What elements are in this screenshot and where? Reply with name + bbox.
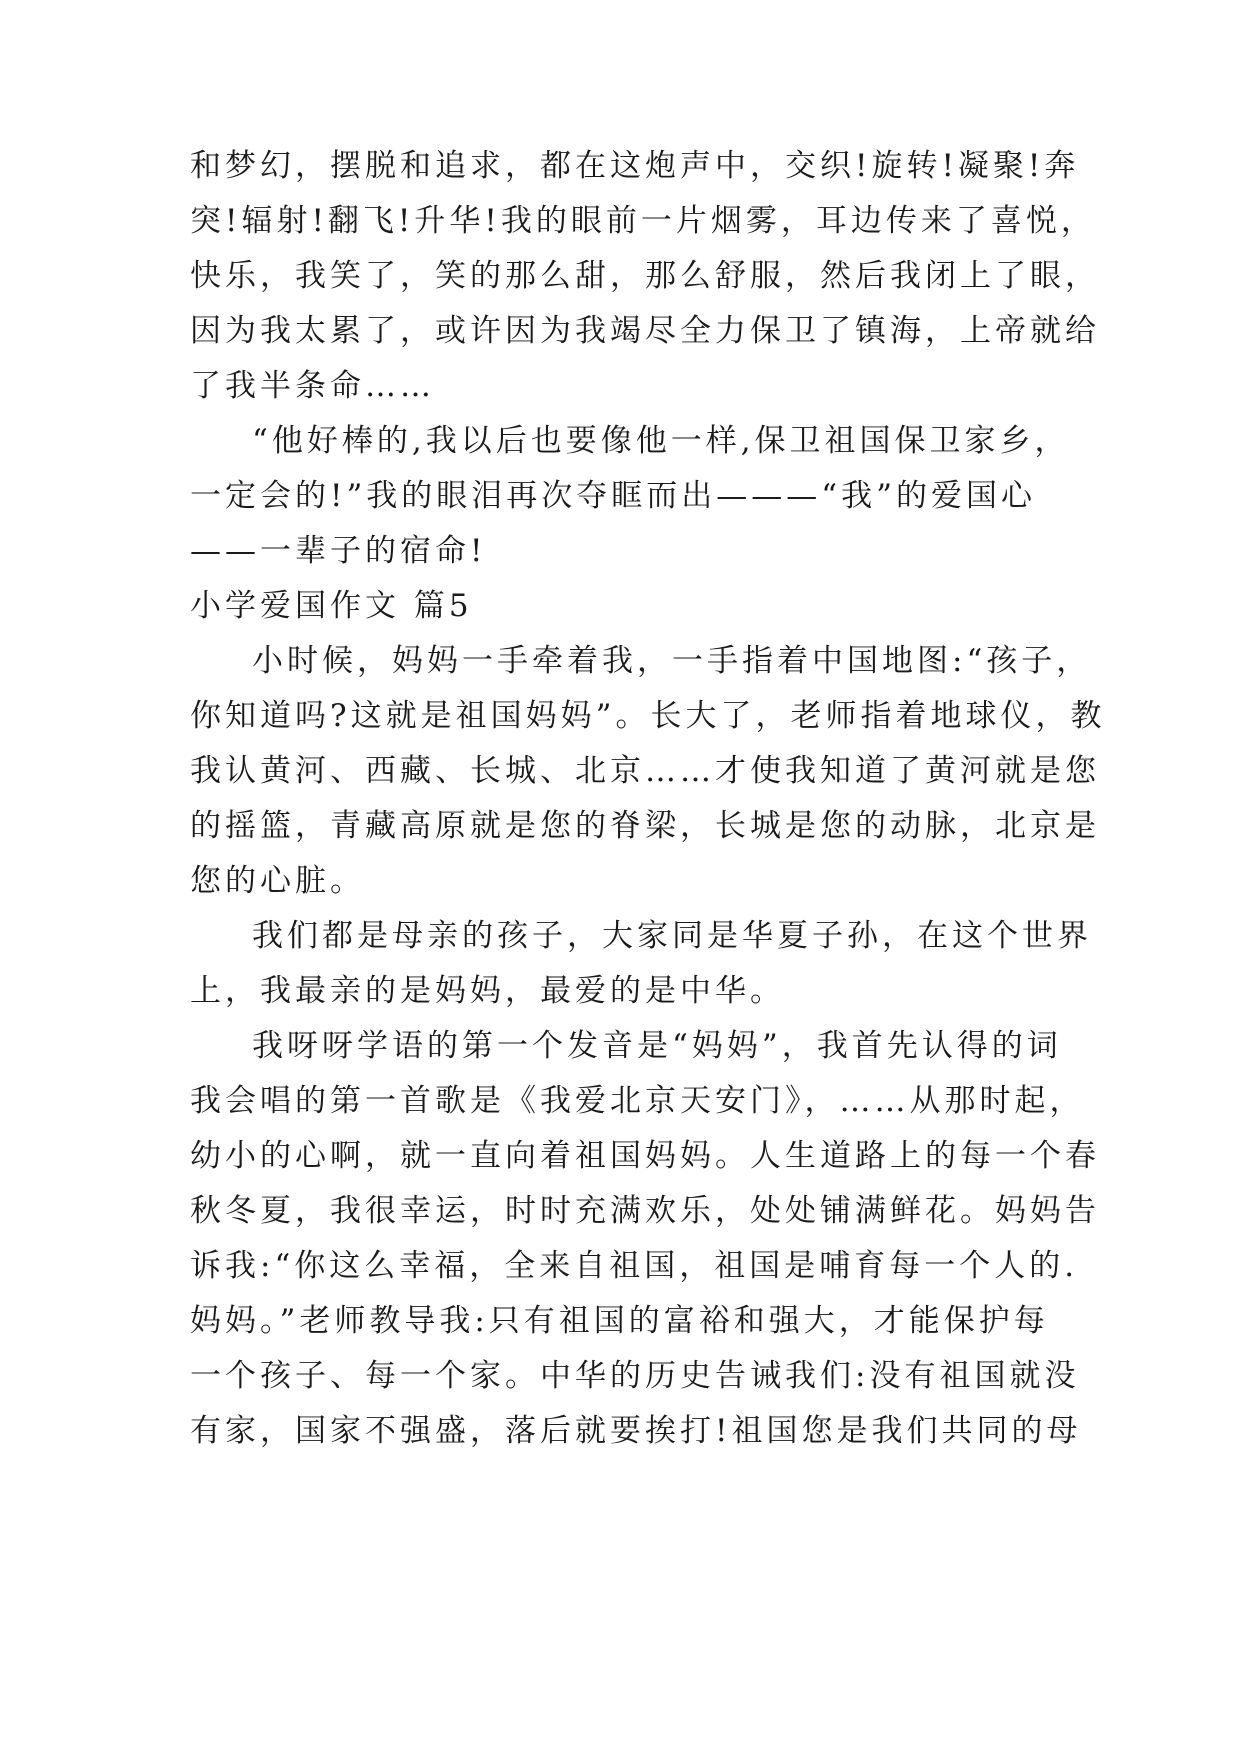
text-line: 快乐，我笑了，笑的那么甜，那么舒服，然后我闭上了眼， — [190, 258, 1100, 294]
text-line: 诉我:“你这么幸福，全来自祖国，祖国是哺育每一个人的. — [190, 1248, 1079, 1284]
text-line: 秋冬夏，我很幸运，时时充满欢乐，处处铺满鲜花。妈妈告 — [190, 1193, 1100, 1229]
text-line: ——一辈子的宿命! — [190, 533, 487, 569]
text-line: 的摇篮，青藏高原就是您的脊梁，长城是您的动脉，北京是 — [190, 808, 1100, 844]
text-line: 突!辐射!翻飞!升华!我的眼前一片烟雾，耳边传来了喜悦， — [190, 203, 1096, 239]
text-line: 幼小的心啊，就一直向着祖国妈妈。人生道路上的每一个春 — [190, 1138, 1100, 1174]
text-line: 一定会的!”我的眼泪再次夺眶而出———“我”的爱国心 — [190, 478, 1036, 514]
text-line: 我会唱的第一首歌是《我爱北京天安门》，……从那时起， — [190, 1083, 1085, 1119]
text-line: 您的心脏。 — [190, 863, 365, 899]
text-line: 因为我太累了，或许因为我竭尽全力保卫了镇海，上帝就给 — [190, 313, 1100, 349]
text-line: 一个孩子、每一个家。中华的历史告诫我们:没有祖国就没 — [190, 1358, 1080, 1394]
text-line: 和梦幻，摆脱和追求，都在这炮声中，交织!旋转!凝聚!奔 — [190, 148, 1080, 184]
text-line: 了我半条命…… — [190, 368, 435, 404]
text-line: 有家，国家不强盛，落后就要挨打!祖国您是我们共同的母 — [190, 1413, 1082, 1449]
text-line: 你知道吗?这就是祖国妈妈”。长大了，老师指着地球仪，教 — [190, 698, 1106, 734]
text-line: “他好棒的,我以后也要像他一样,保卫祖国保卫家乡， — [252, 423, 1070, 459]
text-line: 妈妈。”老师教导我:只有祖国的富裕和强大，才能保护每 — [190, 1303, 1049, 1339]
text-line: 我们都是母亲的孩子，大家同是华夏子孙，在这个世界 — [252, 918, 1092, 954]
text-line: 上，我最亲的是妈妈，最爱的是中华。 — [190, 973, 785, 1009]
text-line: 我认黄河、西藏、长城、北京……才使我知道了黄河就是您 — [190, 753, 1100, 789]
text-line: 小时候，妈妈一手牵着我，一手指着中国地图:“孩子， — [252, 643, 1092, 679]
text-line: 我呀呀学语的第一个发音是“妈妈”，我首先认得的词 — [252, 1028, 1062, 1064]
section-heading: 小学爱国作文 篇5 — [190, 588, 473, 624]
